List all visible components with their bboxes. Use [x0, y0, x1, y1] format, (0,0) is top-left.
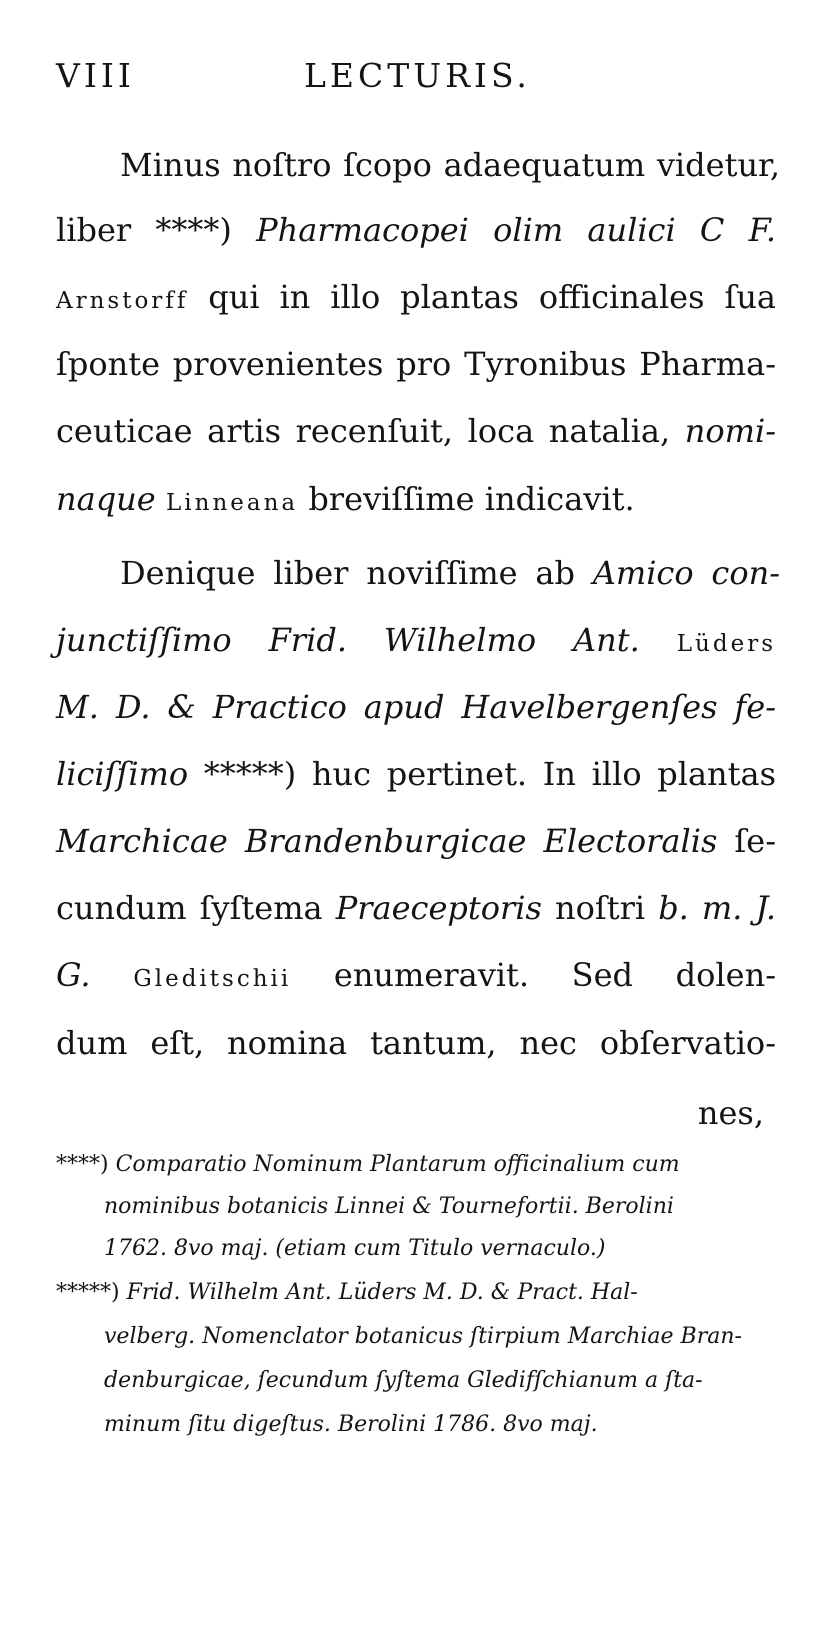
italic-text: naque [56, 480, 156, 518]
paragraph-1-line-3 [56, 272, 776, 322]
text-span: noſtri [541, 889, 659, 927]
paragraph-1-line-2 [56, 205, 776, 255]
paragraph-1-line-6 [56, 474, 776, 524]
footnote-1-line-2 [104, 1188, 770, 1226]
text-span: Minus noſtro ſcopo adaequatum videtur, [120, 146, 780, 184]
paragraph-1-line-1 [120, 140, 780, 190]
footnote-2-line-3 [104, 1362, 770, 1400]
text-span: qui in illo plantas officinales ſua [188, 278, 776, 316]
page-number: VIII [56, 56, 135, 95]
paragraph-2-line-3 [56, 682, 776, 732]
italic-text: nomi- [684, 412, 776, 450]
paragraph-1-line-5 [56, 406, 776, 456]
footnote-1-line-1 [56, 1146, 770, 1184]
footnote-2-line-2 [104, 1318, 770, 1356]
paragraph-1-line-4 [56, 339, 776, 389]
italic-text: b. m. J. [658, 889, 776, 927]
text-span: ceuticae artis recenſuit, loca natalia, [56, 412, 685, 450]
paragraph-2-line-5 [56, 816, 776, 866]
small-caps-name: Arnstorff [56, 288, 189, 314]
paragraph-2-line-7 [56, 950, 776, 1000]
footnote-text: Frid. Wilhelm Ant. Lüders M. D. & Pract. Hal- [126, 1280, 638, 1305]
paragraph-2-line-6 [56, 883, 776, 933]
italic-text: Pharmacopei olim aulici C F. [256, 211, 777, 249]
italic-text: junctiſſimo Frid. Wilhelmo Ant. [56, 621, 640, 659]
paragraph-2-line-1 [120, 548, 780, 598]
text-span: *****) huc pertinet. In illo plantas [188, 755, 776, 793]
italic-text: G. [56, 956, 91, 994]
text-span: Denique liber noviſſime ab [120, 554, 593, 592]
footnote-text: (etiam cum Titulo vernaculo.) [268, 1236, 606, 1261]
footnote-marker: *****) [56, 1280, 127, 1305]
footnote-text: Comparatio Nominum Plantarum officinalium cum [115, 1152, 680, 1177]
footnote-text: minum ſitu digeſtus. Berolini 1786. 8vo maj. [104, 1412, 598, 1437]
running-title: LECTURIS. [304, 56, 531, 95]
paragraph-2-line-8 [56, 1018, 776, 1068]
text-span: nes, [697, 1094, 764, 1132]
paragraph-2-line-2 [56, 615, 776, 665]
footnote-text: denburgicae, ſecundum ſyſtema Gledifſchianum a ſta- [104, 1368, 703, 1393]
small-caps-name: Linneana [155, 490, 299, 516]
text-span: liber ****) [56, 211, 257, 249]
italic-text: Marchicae Brandenburgicae Electoralis [56, 822, 718, 860]
text-span: ſe- [717, 822, 776, 860]
italic-text: Praeceptoris [335, 889, 542, 927]
footnote-text: velberg. Nomenclator botanicus ſtirpium Marchiae Bran- [104, 1324, 742, 1349]
footnote-marker: ****) [56, 1152, 116, 1177]
footnote-text: 1762. 8vo maj. [104, 1236, 269, 1261]
small-caps-name: Gleditschii [90, 966, 292, 992]
footnote-text: nominibus botanicis Linnei & Tournefortii. Berolini [104, 1194, 674, 1219]
text-span: cundum ſyſtema [56, 889, 336, 927]
paragraph-2-line-4 [56, 749, 776, 799]
text-span: breviſſime indicavit. [298, 480, 635, 518]
small-caps-name: Lüders [639, 631, 776, 657]
text-span: ſponte provenientes pro Tyronibus Pharma- [56, 345, 776, 383]
text-span: dum eſt, nomina tantum, nec obſervatio- [56, 1024, 776, 1062]
footnote-2-line-4 [104, 1406, 770, 1444]
footnote-2-line-1 [56, 1274, 770, 1312]
italic-text: liciſſimo [56, 755, 189, 793]
catchword [698, 1088, 764, 1138]
text-span: enumeravit. Sed dolen- [291, 956, 777, 994]
footnote-1-line-3 [104, 1230, 770, 1268]
italic-text: M. D. & Practico apud Havelbergenſes fe- [56, 688, 776, 726]
italic-text: Amico con- [592, 554, 780, 592]
page-header [56, 56, 756, 106]
